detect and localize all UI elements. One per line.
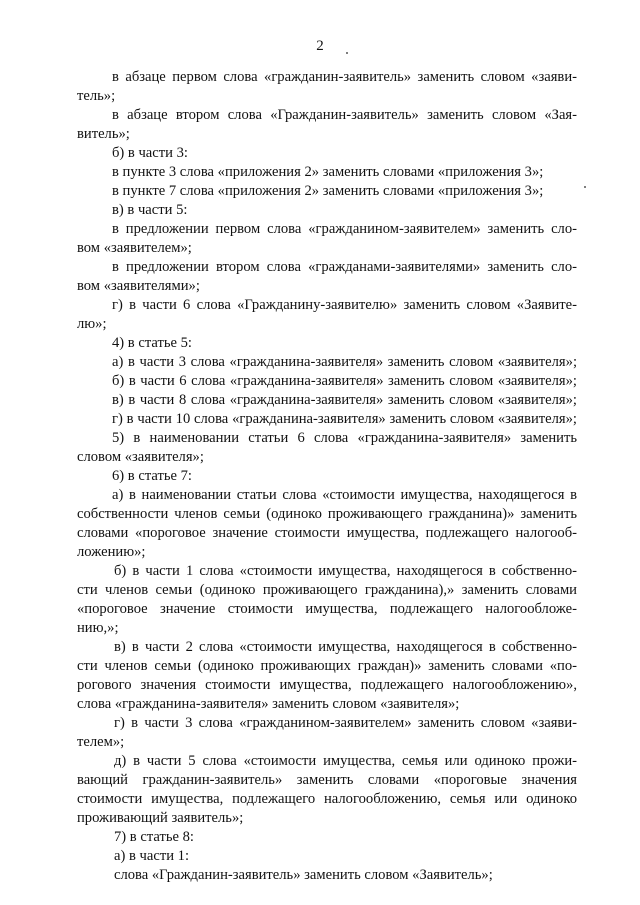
text-line: слова «гражданина-заявителя» заменить словом «заявителя»; bbox=[77, 696, 460, 712]
text-line: в пункте 7 слова «приложения 2» заменить словами «приложения 3»; bbox=[112, 183, 544, 199]
text-line: в предложении втором слова «гражданами-заявителями» заменить сло- bbox=[112, 259, 577, 275]
text-line: проживающий заявитель»; bbox=[77, 810, 244, 826]
text-line: б) в части 6 слова «гражданина-заявителя» заменить словом «заявителя»; bbox=[112, 373, 577, 389]
text-line: собственности членов семьи (одиноко проживающего гражданина)» заменить bbox=[77, 506, 577, 522]
text-line: словами «пороговое значение стоимости имущества, подлежащего налогооб- bbox=[77, 525, 577, 541]
text-line: словом «заявителя»; bbox=[77, 449, 204, 465]
page-number: 2 bbox=[316, 38, 324, 54]
text-line: вом «заявителем»; bbox=[77, 240, 192, 256]
text-line: сти членов семьи (одиноко проживающих граждан)» заменить словами «по- bbox=[77, 658, 577, 674]
text-line: а) в части 1: bbox=[114, 848, 190, 864]
text-line: в пункте 3 слова «приложения 2» заменить словами «приложения 3»; bbox=[112, 164, 544, 180]
text-line: 7) в статье 8: bbox=[114, 829, 194, 845]
text-line: 4) в статье 5: bbox=[112, 335, 192, 351]
text-line: в) в части 2 слова «стоимости имущества, находящегося в собственно- bbox=[114, 639, 577, 655]
text-line: г) в части 6 слова «Гражданину-заявителю» заменить словом «Заявите- bbox=[112, 297, 577, 313]
text-line: слова «Гражданин-заявитель» заменить словом «Заявитель»; bbox=[114, 867, 493, 883]
text-line: г) в части 3 слова «гражданином-заявителем» заменить словом «заяви- bbox=[114, 715, 577, 731]
text-line: вом «заявителями»; bbox=[77, 278, 200, 294]
text-line: нию,»; bbox=[77, 620, 119, 636]
text-line: 6) в статье 7: bbox=[112, 468, 192, 484]
text-line: д) в части 5 слова «стоимости имущества, семья или одиноко прожи- bbox=[114, 753, 577, 769]
text-line: сти членов семьи (одиноко проживающего гражданина),» заменить словами bbox=[77, 582, 577, 598]
text-line: вающий гражданин-заявитель» заменить словами «пороговые значения bbox=[77, 772, 577, 788]
text-line: рогового значения стоимости имущества, подлежащего налогообложению», bbox=[77, 677, 577, 693]
scan-speck bbox=[584, 186, 586, 188]
text-line: в абзаце втором слова «Гражданин-заявитель» заменить словом «Зая- bbox=[112, 107, 577, 123]
text-line: в абзаце первом слова «гражданин-заявитель» заменить словом «заяви- bbox=[112, 69, 577, 85]
text-line: в предложении первом слова «гражданином-заявителем» заменить сло- bbox=[112, 221, 577, 237]
text-line: ложению»; bbox=[77, 544, 146, 560]
text-line: стоимости имущества, подлежащего налогообложению, семья или одиноко bbox=[77, 791, 577, 807]
text-line: «пороговое значение стоимости имущества, подлежащего налогообложе- bbox=[77, 601, 577, 617]
text-line: витель»; bbox=[77, 126, 130, 142]
text-line: б) в части 1 слова «стоимости имущества, находящегося в собственно- bbox=[114, 563, 577, 579]
text-line: г) в части 10 слова «гражданина-заявителя» заменить словом «заявителя»; bbox=[112, 411, 577, 427]
text-line: в) в части 8 слова «гражданина-заявителя» заменить словом «заявителя»; bbox=[112, 392, 577, 408]
text-line: лю»; bbox=[77, 316, 107, 332]
text-line: тель»; bbox=[77, 88, 116, 104]
text-line: телем»; bbox=[77, 734, 125, 750]
scan-speck bbox=[346, 52, 348, 54]
document-body bbox=[77, 68, 577, 885]
text-line: б) в части 3: bbox=[112, 145, 188, 161]
text-line: а) в части 3 слова «гражданина-заявителя» заменить словом «заявителя»; bbox=[112, 354, 577, 370]
text-line: в) в части 5: bbox=[112, 202, 188, 218]
text-line: а) в наименовании статьи слова «стоимости имущества, находящегося в bbox=[112, 487, 577, 503]
text-line: 5) в наименовании статьи 6 слова «гражданина-заявителя» заменить bbox=[112, 430, 577, 446]
